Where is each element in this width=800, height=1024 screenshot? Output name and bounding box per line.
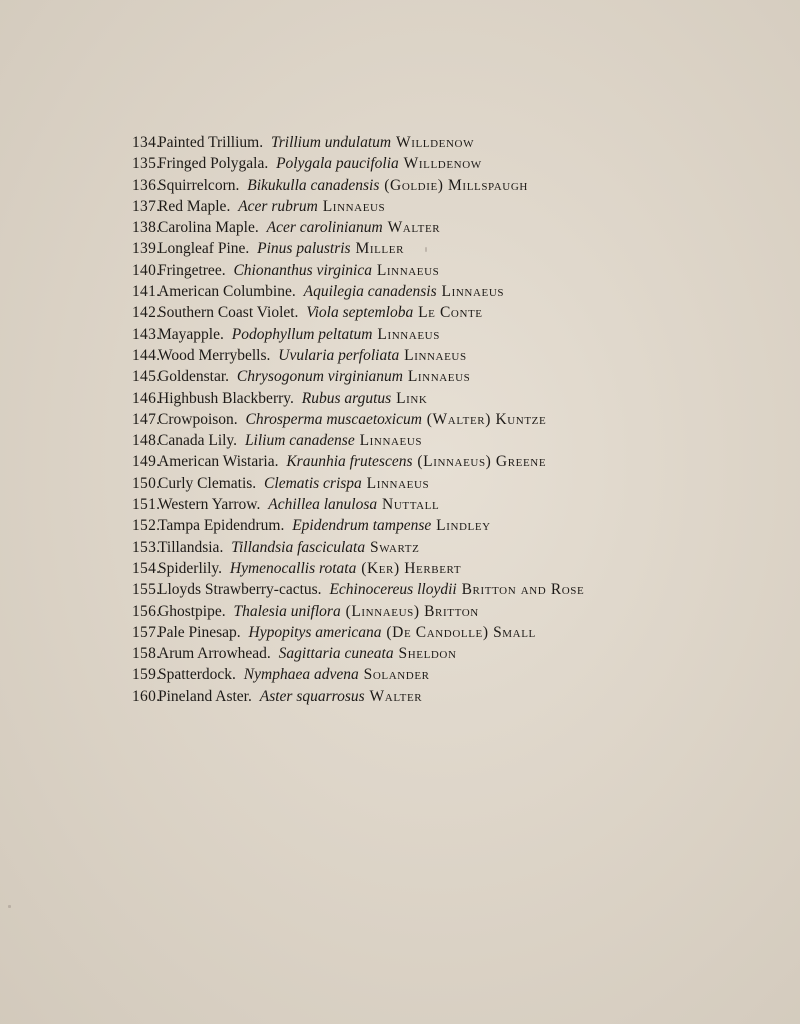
plate-entry [132,409,584,430]
author-name: (De Candolle) Small [386,623,536,641]
common-name: Red Maple. [158,197,231,215]
author-name: Walter [369,687,423,705]
scientific-name: Chrysogonum virginianum [236,368,403,386]
plate-entry [132,664,584,685]
scientific-name: Chrosperma muscaetoxicum [245,410,422,428]
scientific-name: Sagittaria cuneata [278,645,394,663]
plate-entry [132,430,584,451]
plate-entry [132,345,584,366]
plate-entry [132,686,584,707]
common-name: Mayapple. [158,325,224,343]
plate-number: 160. [132,687,161,705]
scientific-name: Uvularia perfoliata [278,346,400,364]
common-name: Canada Lily. [158,432,238,450]
common-name: Painted Trillium. [158,134,264,151]
plate-number: 144. [132,346,161,364]
common-name: Western Yarrow. [158,496,261,514]
common-name: Lloyds Strawberry-cactus. [158,581,322,599]
author-name: Walter [387,219,441,237]
author-name: Lindley [436,517,491,535]
author-name: Nuttall [382,496,440,514]
plate-entry [132,196,584,217]
plate-entry [132,622,584,643]
author-name: Linnaeus [376,261,440,279]
plate-number: 145. [132,368,161,386]
plate-number: 136. [132,176,161,194]
common-name: American Wistaria. [158,453,279,471]
author-name: Le Conte [418,304,483,322]
scientific-name: Hypopitys americana [248,623,382,641]
scientific-name: Tillandsia fasciculata [231,538,366,556]
plate-number: 137. [132,197,161,215]
author-name: Linnaeus [366,474,430,492]
author-name: (Linnaeus) Britton [345,602,479,620]
plate-entry [132,281,584,302]
scientific-name: Kraunhia frutescens [286,453,413,471]
plate-number: 156. [132,602,161,620]
scientific-name: Rubus argutus [301,389,392,407]
plate-entry [132,643,584,664]
common-name: Arum Arrowhead. [158,645,271,663]
plate-number: 147. [132,410,161,428]
common-name: Pineland Aster. [158,687,252,705]
common-name: Goldenstar. [158,368,230,386]
plate-number: 158. [132,645,161,663]
author-name: (Goldie) Millspaugh [384,176,528,194]
author-name: Britton and Rose [461,581,585,599]
plate-number: 140. [132,261,161,279]
scientific-name: Bikukulla canadensis [247,176,380,194]
plate-entry [132,175,584,196]
plate-entry [132,558,584,579]
scientific-name: Aquilegia canadensis [303,283,437,301]
author-name: Linnaeus [377,325,440,343]
plate-entry [132,153,584,174]
scientific-name: Lilium canadense [244,432,355,450]
plate-number: 135. [132,155,161,173]
plate-number: 149. [132,453,161,471]
plate-number: 148. [132,432,161,450]
plate-entry [132,579,584,600]
scientific-name: Thalesia uniflora [233,602,341,620]
author-name: (Linnaeus) Greene [417,453,547,471]
common-name: Fringed Polygala. [158,155,269,173]
plate-number: 151. [132,496,161,514]
plate-number: 134. [132,134,161,151]
common-name: Wood Merrybells. [158,346,271,364]
plate-entry [132,260,584,281]
common-name: Ghostpipe. [158,602,226,620]
common-name: Southern Coast Violet. [158,304,299,322]
plate-entry [132,238,584,259]
scientific-name: Trillium undulatum [270,134,392,151]
paper-speck [425,247,427,252]
plate-number: 152. [132,517,161,535]
plate-entry [132,451,584,472]
plate-number: 157. [132,623,161,641]
plate-number: 155. [132,581,161,599]
plate-number: 154. [132,559,161,577]
plate-number: 150. [132,474,161,492]
scientific-name: Chionanthus virginica [233,261,372,279]
author-name: Swartz [370,538,420,556]
scientific-name: Epidendrum tampense [292,517,432,535]
common-name: Tampa Epidendrum. [158,517,285,535]
author-name: Linnaeus [407,368,471,386]
plate-number: 142. [132,304,161,322]
plate-list [132,132,584,707]
author-name: Link [396,389,428,407]
plate-number: 146. [132,389,161,407]
scientific-name: Achillea lanulosa [268,496,378,514]
common-name: Highbush Blackberry. [158,389,294,407]
plate-entry [132,537,584,558]
common-name: American Columbine. [158,283,296,301]
author-name: Linnaeus [359,432,423,450]
author-name: Willdenow [396,134,475,151]
common-name: Crowpoison. [158,410,238,428]
common-name: Pale Pinesap. [158,623,241,641]
common-name: Squirrelcorn. [158,176,240,194]
plate-number: 143. [132,325,161,343]
common-name: Longleaf Pine. [158,240,250,258]
plate-entry [132,388,584,409]
plate-entry [132,217,584,238]
plate-number: 153. [132,538,161,556]
plate-number: 159. [132,666,161,684]
plate-entry [132,302,584,323]
plate-entry [132,601,584,622]
author-name: Solander [363,666,430,684]
plate-entry [132,473,584,494]
author-name: Willdenow [403,155,482,173]
common-name: Spatterdock. [158,666,236,684]
scientific-name: Acer rubrum [238,197,318,215]
scientific-name: Nymphaea advena [243,666,359,684]
scientific-name: Pinus palustris [257,240,351,258]
scientific-name: Acer carolinianum [266,219,383,237]
scientific-name: Polygala paucifolia [276,155,399,173]
scientific-name: Aster squarrosus [259,687,365,705]
scientific-name: Clematis crispa [264,474,362,492]
common-name: Tillandsia. [158,538,224,556]
author-name: (Ker) Herbert [361,559,462,577]
author-name: Linnaeus [322,197,386,215]
author-name: Linnaeus [441,283,505,301]
common-name: Carolina Maple. [158,219,259,237]
plate-entry [132,366,584,387]
author-name: (Walter) Kuntze [426,410,547,428]
common-name: Spiderlily. [158,559,223,577]
paper-speck [8,905,11,908]
plate-number: 141. [132,283,161,301]
common-name: Fringetree. [158,261,226,279]
plate-number: 138. [132,219,161,237]
scientific-name: Viola septemloba [306,304,414,322]
scientific-name: Hymenocallis rotata [229,559,357,577]
plate-entry [132,324,584,345]
plate-entry [132,515,584,536]
author-name: Miller [355,240,405,258]
author-name: Linnaeus [404,346,467,364]
plate-number: 139. [132,240,161,258]
plate-entry [132,132,584,153]
plate-entry [132,494,584,515]
common-name: Curly Clematis. [158,474,257,492]
author-name: Sheldon [398,645,457,663]
scientific-name: Echinocereus lloydii [329,581,457,599]
scientific-name: Podophyllum peltatum [231,325,373,343]
